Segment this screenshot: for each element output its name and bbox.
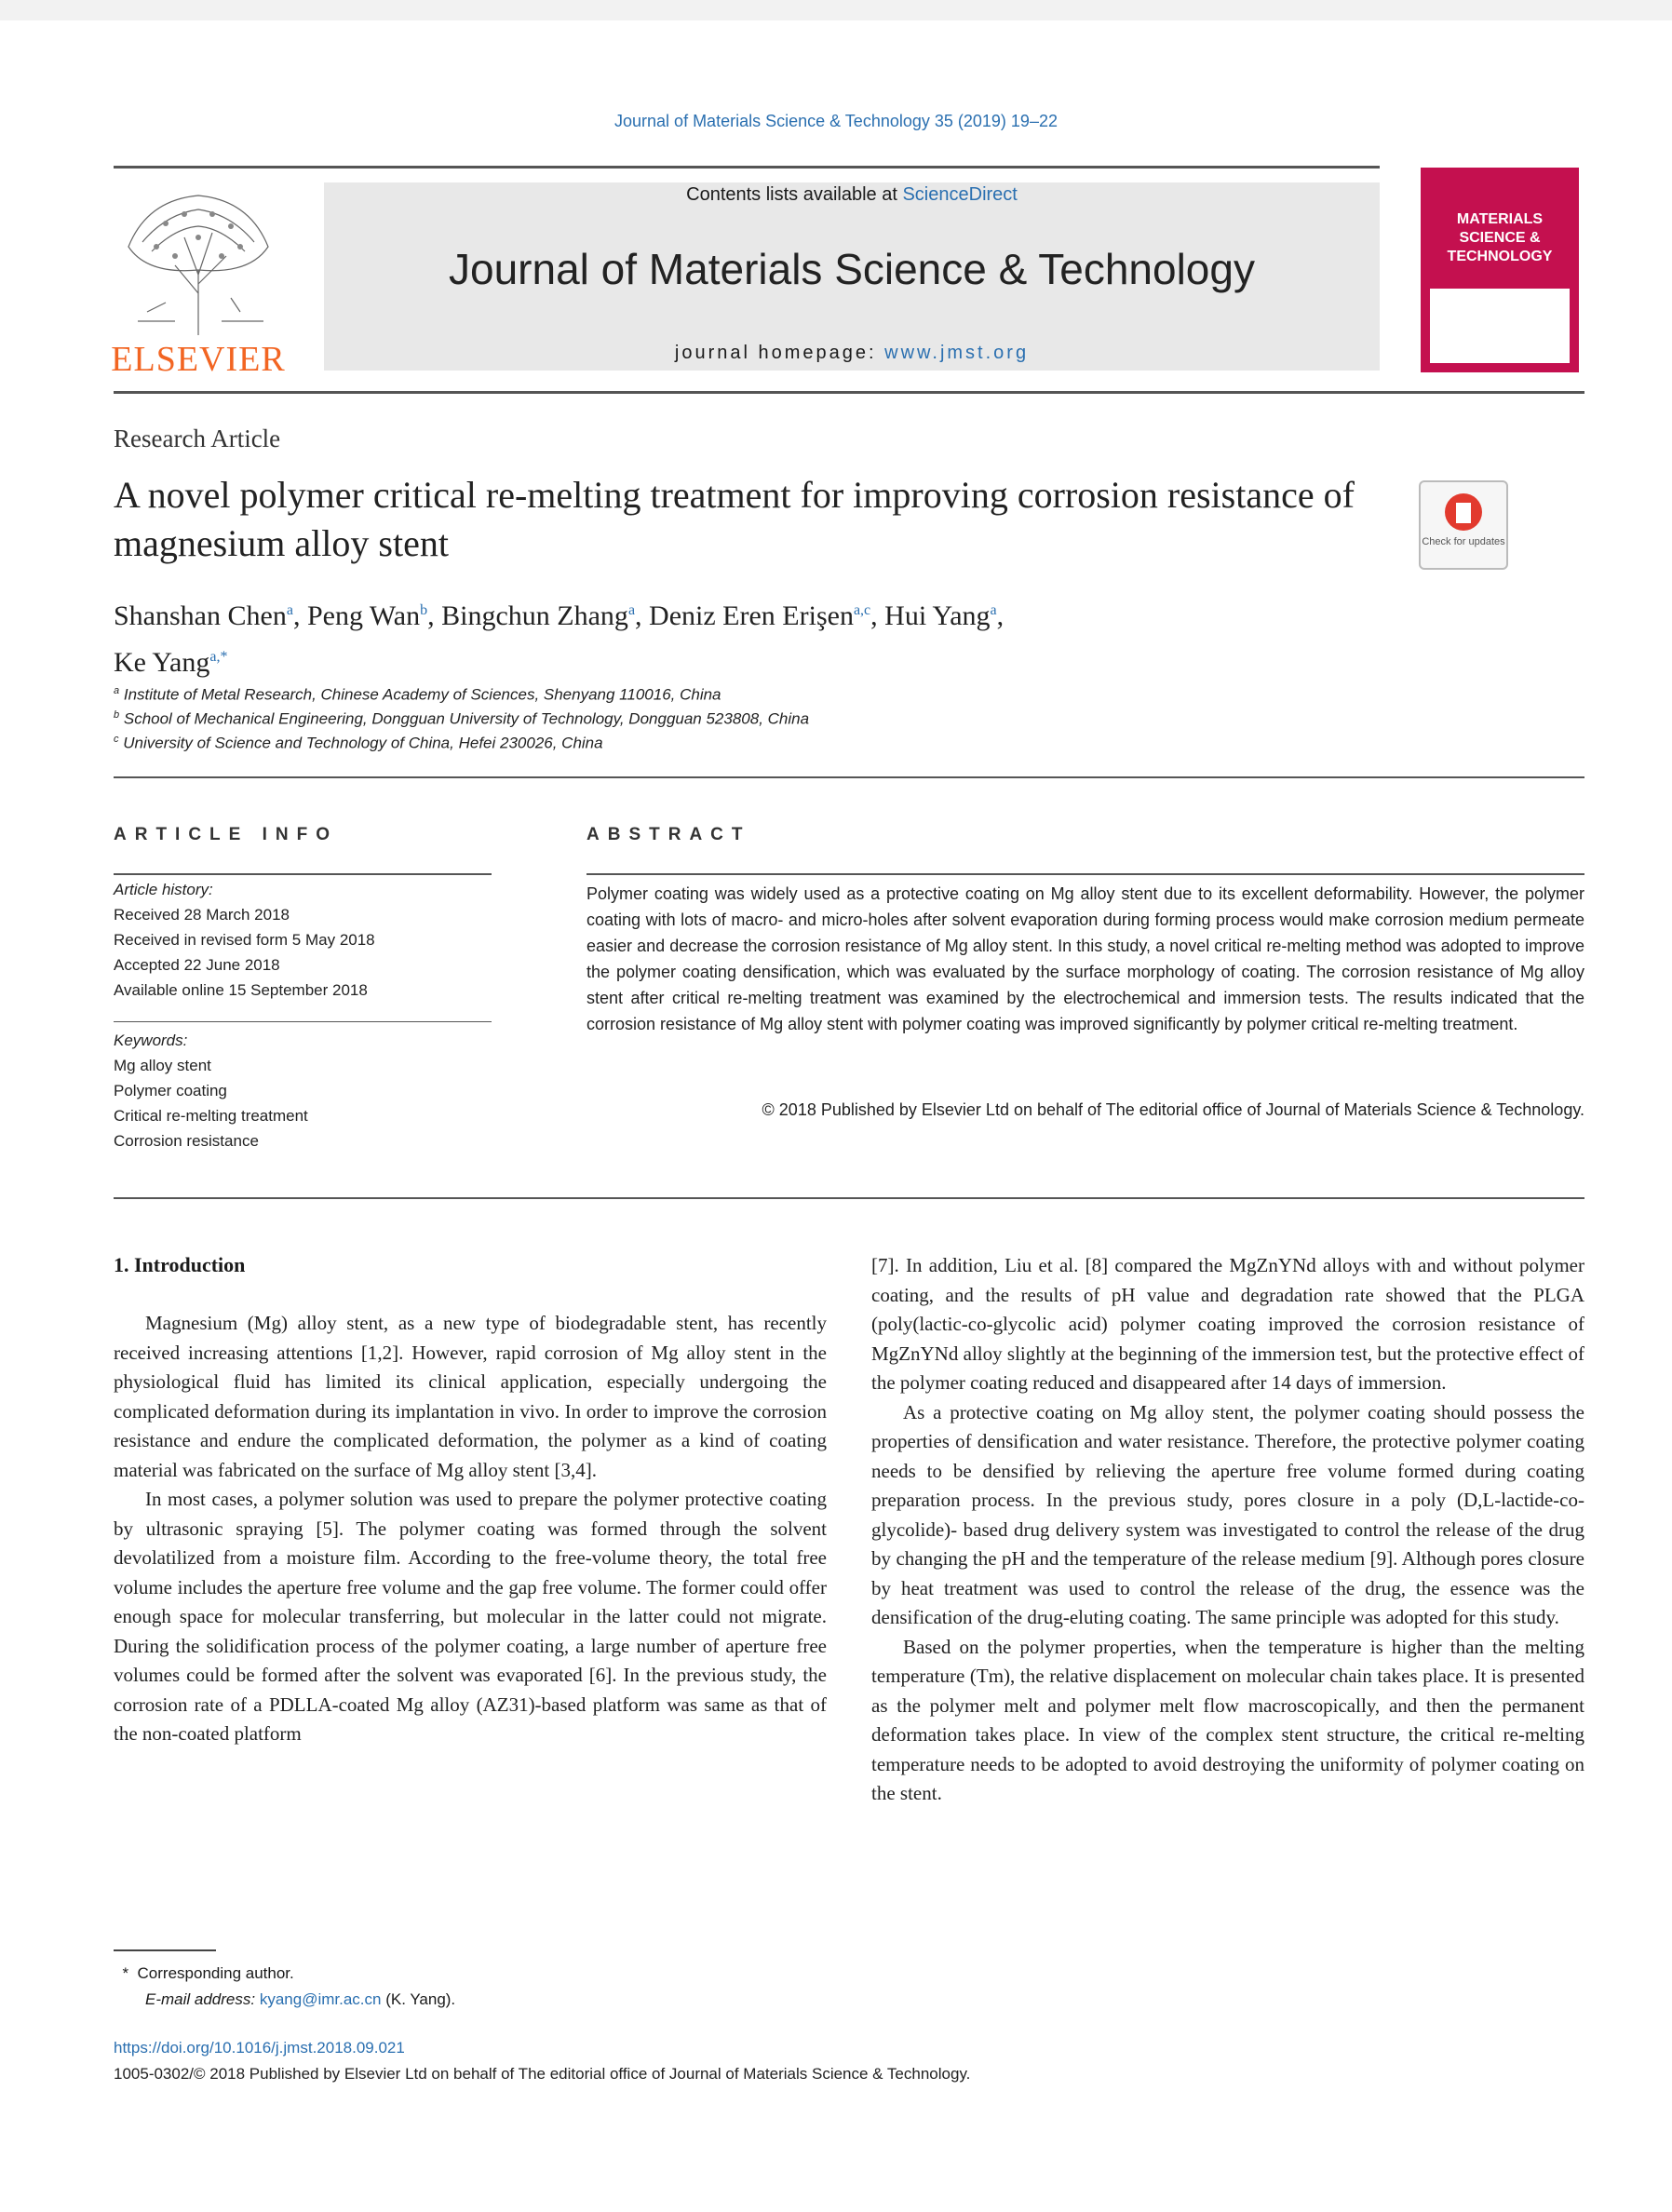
affiliation: $^c$ University of Science and Technology of China, Hefei 230026, China xyxy=(114,734,603,752)
bookmark-icon xyxy=(1456,503,1471,523)
paragraph: Magnesium (Mg) alloy stent, as a new type of biodegradable stent, has recently received increasing attentions [1,2]. However, rapid corrosion of Mg alloy stent in the physiological fluid has limited its clinical application, especially undergoing the complicated deformation during its implantation in vivo. In order to improve the corrosion resistance and endure the complicated deformation, the polymer as a kind of coating material was fabricated on the surface of Mg alloy stent [3,4]. xyxy=(114,1312,827,1481)
keywords: Keywords: Mg alloy stent Polymer coating Critical re-melting treatment Corrosion resistance xyxy=(114,1032,308,1150)
history-rule xyxy=(114,1021,492,1022)
abstract-copyright: © 2018 Published by Elsevier Ltd on behalf of The editorial office of Journal of Materials Science & Technology. xyxy=(762,1100,1584,1119)
body-rule xyxy=(114,1197,1584,1199)
article-info-rule xyxy=(114,873,492,875)
homepage-line xyxy=(324,343,1380,364)
right-column xyxy=(871,1251,1584,1809)
check-for-updates-button[interactable] xyxy=(1419,480,1508,570)
elsevier-tree-icon xyxy=(110,182,287,340)
abstract-text: Polymer coating was widely used as a protective coating on Mg alloy stent due to its excellent deformability. However, the polymer coating with lots of macro- and micro-holes after solvent evaporation during forming process would make corrosion medium permeate easier and decrease the corrosion resistance of Mg alloy stent. In this study, a novel critical re-melting method was adopted to improve the polymer coating densification, which was evaluated by the surface morphology of coating. The corrosion resistance of Mg alloy stent after critical re-melting treatment was examined by the electrochemical and immersion tests. The results indicated that the corrosion resistance of Mg alloy stent with polymer coating was improved significantly by polymer critical re-melting treatment. xyxy=(587,884,1584,1033)
top-bar xyxy=(0,0,1672,20)
email-link[interactable]: kyang@imr.ac.cn xyxy=(259,1990,382,2008)
doi-link[interactable]: https://doi.org/10.1016/j.jmst.2018.09.021 xyxy=(114,2039,405,2057)
author[interactable]: Deniz Eren Erişen$^{a,c}$ xyxy=(649,600,871,631)
article-info-heading: ARTICLE INFO xyxy=(114,825,338,844)
author[interactable]: Peng Wan$^b$ xyxy=(306,600,428,631)
cover-title: MATERIALS SCIENCE & TECHNOLOGY xyxy=(1447,211,1553,264)
paragraph: [7]. In addition, Liu et al. [8] compared the MgZnYNd alloys with and without polymer coating, and the results of pH value and degradation rate showed that the PLGA (poly(lactic-co-glycolic acid) polymer coating improved the corrosion resistance of MgZnYNd alloy slightly at the beginning of the immersion test, but the protective effect of the polymer coating reduced and disappeared after 14 days of immersion. xyxy=(871,1254,1584,1394)
author[interactable]: Ke Yang$^{a,*}$ xyxy=(114,647,228,678)
author[interactable]: Bingchun Zhang$^a$ xyxy=(441,600,636,631)
paragraph: Based on the polymer properties, when the temperature is higher than the melting temperature (Tm), the relative displacement on molecular chain takes place. It is presented as the polymer melt and polymer melt flow macroscopically, and then the permanent deformation takes place. In view of the complex stent structure, the critical re-melting temperature needs to be adopted to avoid destroying the uniformity of polymer coating on the stent. xyxy=(871,1635,1584,1804)
author[interactable]: Hui Yang$^a$ xyxy=(884,600,997,631)
article-title: A novel polymer critical re-melting treatment for improving corrosion resistance of magnesium alloy stent xyxy=(114,474,1355,564)
abstract-rule xyxy=(587,873,1584,875)
journal-citation[interactable]: Journal of Materials Science & Technology 35 (2019) 19–22 xyxy=(614,112,1058,130)
journal-cover[interactable] xyxy=(1421,168,1579,372)
contents-line xyxy=(324,184,1380,206)
paragraph: As a protective coating on Mg alloy stent, the polymer coating should possess the properties of densification and water resistance. Therefore, the protective polymer coating needs to be densified by relieving the aperture free volume formed during coating preparation process. In the previous study, pores closure in a poly (D,L-lactide-co-glycolide)- based drug delivery system was investigated to control the release of the drug by changing the pH and the temperature of the release medium [9]. Although pores closure by heat treatment was used to control the release of the drug, the essence was the densification of the drug-eluting coating. The same principle was adopted for this study. xyxy=(871,1400,1584,1628)
abstract-heading: ABSTRACT xyxy=(587,825,751,844)
sciencedirect-link[interactable]: ScienceDirect xyxy=(902,184,1018,205)
homepage-prefix: journal homepage: xyxy=(674,343,885,363)
affiliation: $^a$ Institute of Metal Research, Chinese Academy of Sciences, Shenyang 110016, China xyxy=(114,685,721,704)
left-column xyxy=(114,1309,827,1749)
contents-prefix: Contents lists available at xyxy=(686,184,903,205)
header-bottom-rule xyxy=(114,391,1584,394)
article-history: Article history: Received 28 March 2018 Received in revised form 5 May 2018 Accepted 22 June 2018 Available online 15 September 2018 xyxy=(114,881,375,999)
section-rule xyxy=(114,776,1584,778)
elsevier-wordmark: ELSEVIER xyxy=(111,340,286,379)
author[interactable]: Shanshan Chen$^a$ xyxy=(114,600,293,631)
affiliation: $^b$ School of Mechanical Engineering, Dongguan University of Technology, Dongguan 523808, China xyxy=(114,709,810,728)
section-heading: 1. Introduction xyxy=(114,1253,246,1276)
author-list: Shanshan Chen$^a$, Peng Wan$^b$, Bingchun Zhang$^a$, Deniz Eren Erişen$^{a,c}$, Hui Yang$^a$, Ke Yang$^{a,*}$ xyxy=(114,600,1005,678)
footnote-rule xyxy=(114,1949,216,1951)
paragraph: In most cases, a polymer solution was used to prepare the polymer protective coating by ultrasonic spraying [5]. The polymer coating was formed through the solvent devolatilized from a moisture film. According to the free-volume theory, the total free volume includes the aperture free volume and the gap free volume. The former could offer enough space for molecular transferring, but molecular in the latter could not migrate. During the solidification process of the polymer coating, a large number of aperture free volumes could be formed after the solvent was evaporated [6]. In the previous study, the corrosion rate of a PDLLA-coated Mg alloy (AZ31)-based platform was same as that of the non-coated platform xyxy=(114,1488,827,1745)
cover-white-panel xyxy=(1430,289,1570,363)
homepage-link[interactable]: www.jmst.org xyxy=(884,343,1030,363)
elsevier-logo xyxy=(110,182,287,377)
header-top-rule xyxy=(114,166,1380,169)
article-type: Research Article xyxy=(114,425,281,452)
issn-line: 1005-0302/© 2018 Published by Elsevier Ltd on behalf of The editorial office of Journal of Materials Science & Technology. xyxy=(114,2065,971,2083)
crossmark-label: Check for updates xyxy=(1422,536,1505,547)
footnote: * Corresponding author. E-mail address: kyang@imr.ac.cn (K. Yang). xyxy=(122,1964,456,2008)
journal-name: Journal of Materials Science & Technology xyxy=(449,245,1255,293)
